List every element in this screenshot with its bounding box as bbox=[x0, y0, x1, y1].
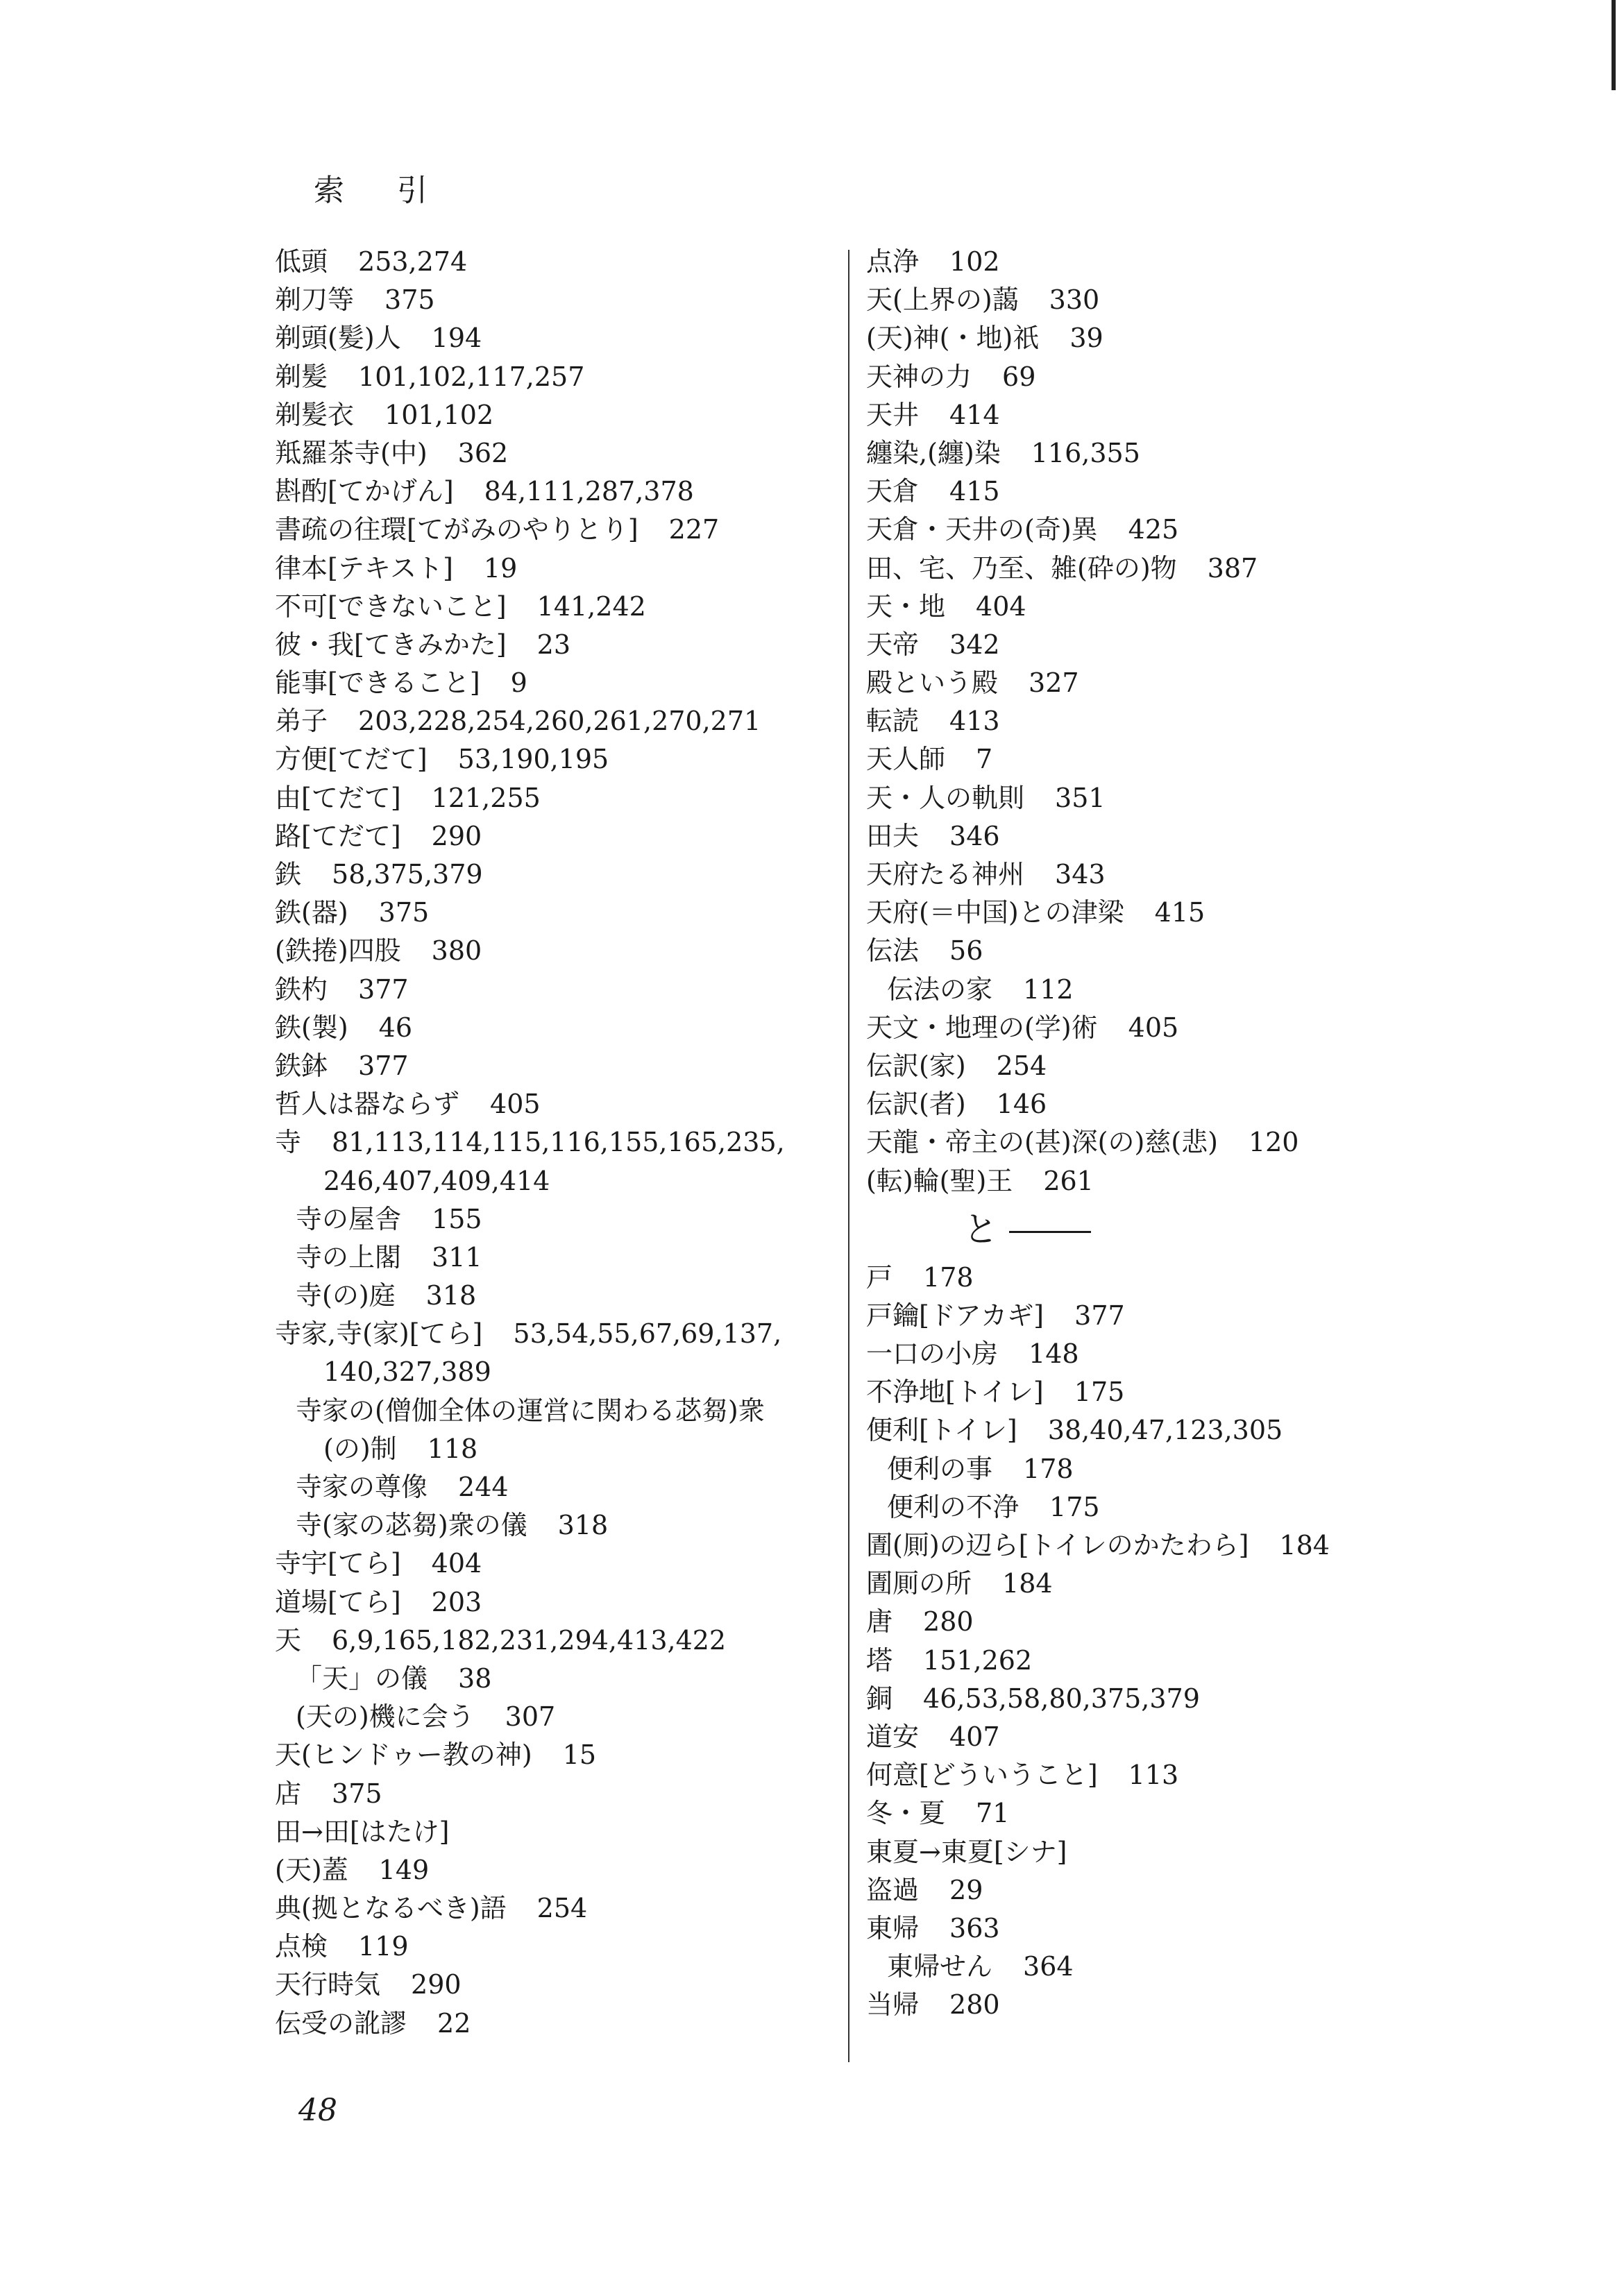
index-entry bbox=[275, 1545, 844, 1583]
index-entry bbox=[275, 1353, 844, 1391]
index-pages: 53,54,55,67,69,137, bbox=[513, 1318, 782, 1350]
index-term: 鉄鉢 bbox=[275, 1050, 328, 1081]
index-pages: 404 bbox=[431, 1548, 482, 1579]
index-pages: 39 bbox=[1069, 323, 1103, 354]
index-entry bbox=[275, 434, 844, 473]
index-term: 纏染,(纏)染 bbox=[866, 437, 1001, 468]
header-glyph-2: 引 bbox=[397, 173, 430, 208]
index-term: 天(上界の)藹 bbox=[866, 284, 1019, 316]
index-entry bbox=[866, 550, 1560, 588]
index-term: 天倉 bbox=[866, 476, 920, 507]
index-pages: 29 bbox=[949, 1874, 983, 1905]
index-term: 天・地 bbox=[866, 590, 946, 622]
index-entry bbox=[275, 817, 844, 856]
index-term: 不可[できないこと] bbox=[275, 590, 507, 622]
index-pages: 377 bbox=[358, 973, 409, 1005]
index-term: 点浄 bbox=[866, 246, 920, 277]
index-entry bbox=[275, 1200, 844, 1239]
index-pages: 155 bbox=[432, 1203, 482, 1234]
index-entry bbox=[275, 1813, 844, 1851]
index-pages: 113 bbox=[1128, 1760, 1179, 1791]
index-pages: 15 bbox=[562, 1740, 597, 1771]
index-term: 書疏の往環[てがみのやりとり] bbox=[275, 514, 638, 545]
index-term: 不浄地[トイレ] bbox=[866, 1377, 1044, 1408]
index-pages: 23 bbox=[536, 629, 571, 660]
index-pages: 405 bbox=[1128, 1012, 1179, 1043]
column-divider bbox=[848, 250, 849, 2062]
index-term: (天)蓋 bbox=[275, 1854, 348, 1885]
index-pages: 149 bbox=[378, 1854, 430, 1885]
index-term: 東帰 bbox=[866, 1912, 920, 1944]
index-pages: 22 bbox=[437, 2007, 471, 2039]
index-term: 天人師 bbox=[866, 744, 946, 775]
index-pages: 415 bbox=[1154, 897, 1206, 928]
index-pages: 362 bbox=[457, 437, 509, 468]
index-term: 寺家,寺(家)[てら] bbox=[275, 1318, 483, 1350]
index-term: 東夏→東夏[シナ] bbox=[866, 1836, 1067, 1867]
index-term: 天井 bbox=[866, 399, 920, 430]
index-term: 典(拠となるべき)語 bbox=[275, 1893, 507, 1924]
index-term: 剃頭(髪)人 bbox=[275, 323, 401, 354]
index-term: 寺(家の苾芻)衆の儀 bbox=[296, 1510, 527, 1541]
index-entry bbox=[275, 588, 844, 626]
index-term: 道安 bbox=[866, 1721, 920, 1752]
index-pages: 112 bbox=[1023, 973, 1074, 1005]
index-entry bbox=[866, 1833, 1560, 1871]
index-pages: 377 bbox=[358, 1050, 409, 1081]
index-pages: 119 bbox=[358, 1931, 409, 1962]
index-pages: 425 bbox=[1128, 514, 1179, 545]
index-pages: 343 bbox=[1055, 859, 1106, 890]
page-header bbox=[314, 165, 430, 210]
index-entry bbox=[275, 1162, 844, 1200]
index-entry bbox=[866, 1718, 1560, 1756]
index-pages: 120 bbox=[1248, 1127, 1299, 1158]
index-pages: 178 bbox=[1023, 1453, 1074, 1484]
index-entry bbox=[275, 1966, 844, 2004]
index-pages: 377 bbox=[1074, 1300, 1125, 1331]
index-entry bbox=[275, 1506, 844, 1545]
index-pages: 19 bbox=[483, 552, 518, 584]
index-entry bbox=[275, 932, 844, 970]
index-term: 田→田[はたけ] bbox=[275, 1816, 450, 1847]
index-pages: 194 bbox=[431, 323, 482, 354]
index-pages: 280 bbox=[923, 1606, 974, 1638]
index-pages: 261 bbox=[1043, 1165, 1094, 1196]
index-entry bbox=[275, 1736, 844, 1774]
index-term: 塔 bbox=[866, 1644, 893, 1676]
index-term: 便利の不浄 bbox=[887, 1491, 1020, 1522]
index-term: 彼・我[てきみかた] bbox=[275, 629, 507, 660]
index-term: 点検 bbox=[275, 1931, 328, 1962]
index-entry bbox=[866, 1411, 1560, 1449]
index-term: 寺の上閣 bbox=[296, 1241, 402, 1273]
index-entry bbox=[275, 664, 844, 702]
index-entry bbox=[275, 1698, 844, 1736]
index-term: 寺(の)庭 bbox=[296, 1280, 396, 1311]
index-pages: 148 bbox=[1029, 1338, 1079, 1370]
index-term: (転)輪(聖)王 bbox=[866, 1165, 1013, 1196]
index-term: 寺の屋舎 bbox=[296, 1203, 402, 1234]
index-entry bbox=[275, 856, 844, 894]
index-term: 戸鑰[ドアカギ] bbox=[866, 1300, 1044, 1331]
index-entry bbox=[275, 319, 844, 357]
index-entry bbox=[275, 243, 844, 281]
index-entry bbox=[866, 1565, 1560, 1603]
index-term: 天神の力 bbox=[866, 361, 972, 392]
index-entry bbox=[866, 319, 1560, 357]
index-term: 伝訳(者) bbox=[866, 1089, 966, 1120]
index-pages: 151,262 bbox=[923, 1644, 1033, 1676]
index-entry bbox=[275, 1622, 844, 1660]
index-entry bbox=[866, 1450, 1560, 1488]
index-entry bbox=[866, 1527, 1560, 1565]
header-glyph-1: 索 bbox=[314, 173, 347, 208]
index-term: 天文・地理の(学)術 bbox=[866, 1012, 1098, 1043]
index-pages: 116,355 bbox=[1031, 437, 1140, 468]
index-term: 寺 bbox=[275, 1127, 302, 1158]
index-entry bbox=[866, 1680, 1560, 1718]
index-term: 銅 bbox=[866, 1683, 893, 1714]
index-term: 店 bbox=[275, 1778, 302, 1809]
index-pages: 146 bbox=[996, 1089, 1047, 1120]
index-entry bbox=[866, 779, 1560, 817]
index-pages: 38 bbox=[458, 1663, 492, 1694]
index-entry bbox=[866, 971, 1560, 1009]
index-pages: 203 bbox=[431, 1586, 482, 1617]
index-pages: 254 bbox=[536, 1893, 588, 1924]
index-term: 天行時気 bbox=[275, 1969, 381, 2000]
index-entry bbox=[275, 1239, 844, 1277]
index-entry bbox=[866, 1948, 1560, 1986]
index-term: 律本[テキスト] bbox=[275, 552, 453, 584]
index-entry bbox=[275, 702, 844, 740]
index-entry bbox=[866, 1756, 1560, 1794]
index-term: 殿という殿 bbox=[866, 667, 999, 699]
index-pages: 178 bbox=[923, 1261, 974, 1293]
index-term: (天の)機に会う bbox=[296, 1701, 475, 1733]
index-pages: 407 bbox=[949, 1721, 1000, 1752]
index-pages: 56 bbox=[949, 935, 983, 967]
index-entry bbox=[866, 511, 1560, 549]
index-pages: 318 bbox=[425, 1280, 477, 1311]
index-pages: 175 bbox=[1049, 1491, 1100, 1522]
index-pages: 46,53,58,80,375,379 bbox=[923, 1683, 1200, 1714]
index-pages: 175 bbox=[1074, 1377, 1125, 1408]
index-entry bbox=[275, 1889, 844, 1928]
index-term: 唐 bbox=[866, 1606, 893, 1638]
index-pages: 9 bbox=[510, 667, 527, 699]
index-term: 路[てだて] bbox=[275, 820, 401, 851]
index-entry bbox=[866, 243, 1560, 281]
index-entry bbox=[866, 740, 1560, 779]
index-term: 圊厠の所 bbox=[866, 1568, 972, 1599]
index-pages: 69 bbox=[1002, 361, 1036, 392]
index-term: 道場[てら] bbox=[275, 1586, 401, 1617]
index-term: 剃髪衣 bbox=[275, 399, 355, 430]
index-entry bbox=[275, 358, 844, 396]
index-term: (鉄捲)四股 bbox=[275, 935, 401, 967]
index-pages: 280 bbox=[949, 1989, 1000, 2021]
index-pages: 253,274 bbox=[358, 246, 468, 277]
index-pages: 311 bbox=[432, 1241, 482, 1273]
index-term: 哲人は器ならず bbox=[275, 1089, 460, 1120]
index-term: 天府(＝中国)との津梁 bbox=[866, 897, 1124, 928]
index-entry bbox=[866, 1009, 1560, 1047]
index-pages: 364 bbox=[1023, 1951, 1074, 1982]
index-pages: 363 bbox=[949, 1912, 1000, 1944]
index-entry bbox=[866, 396, 1560, 434]
index-pages: 375 bbox=[384, 284, 435, 316]
right-column bbox=[866, 243, 1560, 2024]
index-pages: 227 bbox=[668, 514, 720, 545]
index-entry bbox=[275, 1047, 844, 1085]
index-entry bbox=[275, 971, 844, 1009]
index-entry bbox=[866, 1335, 1560, 1373]
index-term: 当帰 bbox=[866, 1989, 920, 2021]
index-term: 天帝 bbox=[866, 629, 920, 660]
index-entry bbox=[275, 894, 844, 932]
index-entry bbox=[866, 473, 1560, 511]
index-term: 方便[てだて] bbox=[275, 744, 428, 775]
index-entry bbox=[275, 1315, 844, 1353]
index-term: 天龍・帝主の(甚)深(の)慈(悲) bbox=[866, 1127, 1218, 1158]
index-pages: 46 bbox=[378, 1012, 413, 1043]
index-entry bbox=[275, 1660, 844, 1698]
section-heading-kana: と bbox=[963, 1209, 998, 1250]
index-term: 天・人の軌則 bbox=[866, 782, 1025, 813]
index-pages: 246,407,409,414 bbox=[323, 1165, 550, 1196]
index-entry bbox=[275, 626, 844, 664]
index-entry bbox=[866, 1986, 1560, 2024]
index-pages: 380 bbox=[431, 935, 482, 967]
index-entry bbox=[275, 1583, 844, 1622]
index-entry bbox=[275, 281, 844, 319]
index-term: 圊(厠)の辺ら[トイレのかたわら] bbox=[866, 1530, 1249, 1561]
index-term: 戸 bbox=[866, 1261, 893, 1293]
index-term: 低頭 bbox=[275, 246, 328, 277]
index-entry bbox=[275, 1775, 844, 1813]
index-entry bbox=[275, 779, 844, 817]
index-entry bbox=[866, 1603, 1560, 1641]
index-term: 天 bbox=[275, 1624, 302, 1656]
index-term: 由[てだて] bbox=[275, 782, 401, 813]
index-pages: 375 bbox=[332, 1778, 382, 1809]
index-term: 便利の事 bbox=[887, 1453, 993, 1484]
index-entry bbox=[866, 1085, 1560, 1123]
index-entry bbox=[866, 588, 1560, 626]
index-term: 剃刀等 bbox=[275, 284, 355, 316]
index-term: 伝法の家 bbox=[887, 973, 993, 1005]
index-pages: 414 bbox=[949, 399, 1000, 430]
index-term: (天)神(・地)祇 bbox=[866, 323, 1040, 354]
index-pages: 7 bbox=[976, 744, 993, 775]
index-term: 伝訳(家) bbox=[866, 1050, 966, 1081]
index-entry bbox=[866, 664, 1560, 702]
index-pages: 346 bbox=[949, 820, 1000, 851]
index-term: 寺家の尊像 bbox=[296, 1472, 428, 1502]
index-entry bbox=[275, 1123, 844, 1162]
index-term: 鉄杓 bbox=[275, 973, 328, 1005]
page-number: 48 bbox=[298, 2093, 337, 2128]
index-entry bbox=[866, 1794, 1560, 1832]
index-entry bbox=[866, 1123, 1560, 1162]
index-term: 天(ヒンドゥー教の神) bbox=[275, 1740, 532, 1771]
index-entry bbox=[275, 1928, 844, 1966]
index-pages: 121,255 bbox=[431, 782, 541, 813]
index-entry bbox=[866, 817, 1560, 856]
index-entry bbox=[275, 1009, 844, 1047]
index-term: 転読 bbox=[866, 706, 920, 737]
index-entry bbox=[866, 1871, 1560, 1910]
index-pages: 118 bbox=[427, 1433, 478, 1464]
index-pages: 330 bbox=[1049, 284, 1100, 316]
index-pages: 102 bbox=[949, 246, 1000, 277]
index-pages: 375 bbox=[378, 897, 430, 928]
index-entry bbox=[866, 626, 1560, 664]
index-pages: 38,40,47,123,305 bbox=[1047, 1415, 1283, 1446]
index-term: 鉄 bbox=[275, 859, 302, 890]
right-entries-after bbox=[866, 1259, 1560, 2025]
index-pages: 327 bbox=[1029, 667, 1079, 699]
index-term: 剃髪 bbox=[275, 361, 328, 392]
index-term: 羝羅茶寺(中) bbox=[275, 437, 428, 468]
index-pages: 244 bbox=[458, 1472, 509, 1502]
index-pages: 6,9,165,182,231,294,413,422 bbox=[332, 1624, 727, 1656]
index-term: 何意[どういうこと] bbox=[866, 1760, 1098, 1791]
index-pages: 184 bbox=[1002, 1568, 1053, 1599]
index-pages: 351 bbox=[1055, 782, 1106, 813]
index-entry bbox=[275, 396, 844, 434]
index-pages: 290 bbox=[411, 1969, 462, 2000]
index-entry bbox=[866, 856, 1560, 894]
index-entry bbox=[275, 2005, 844, 2043]
index-term: 東帰せん bbox=[887, 1951, 993, 1982]
index-term: 盗過 bbox=[866, 1874, 920, 1905]
index-pages: 404 bbox=[976, 590, 1026, 622]
index-entry bbox=[866, 932, 1560, 970]
index-term: 寺宇[てら] bbox=[275, 1548, 401, 1579]
index-pages: 71 bbox=[976, 1798, 1010, 1829]
index-term: 「天」の儀 bbox=[296, 1663, 428, 1694]
index-term: 天府たる神州 bbox=[866, 859, 1025, 890]
index-term: 冬・夏 bbox=[866, 1798, 946, 1829]
index-pages: 184 bbox=[1279, 1530, 1330, 1561]
index-term: 能事[できること] bbox=[275, 667, 480, 699]
index-pages: 140,327,389 bbox=[323, 1357, 491, 1388]
index-term: 伝受の訛謬 bbox=[275, 2007, 407, 2039]
index-entry bbox=[275, 511, 844, 549]
index-entry bbox=[866, 702, 1560, 740]
index-term: 斟酌[てかげん] bbox=[275, 476, 454, 507]
index-entry bbox=[275, 1430, 844, 1468]
index-pages: 405 bbox=[490, 1089, 541, 1120]
index-entry bbox=[866, 1910, 1560, 1948]
index-pages: 342 bbox=[949, 629, 1000, 660]
index-term: 天倉・天井の(奇)異 bbox=[866, 514, 1098, 545]
index-entry bbox=[866, 434, 1560, 473]
index-term: 便利[トイレ] bbox=[866, 1415, 1017, 1446]
index-term: 田夫 bbox=[866, 820, 920, 851]
index-entry bbox=[275, 473, 844, 511]
index-term: 田、宅、乃至、雑(砕の)物 bbox=[866, 552, 1177, 584]
index-entry bbox=[866, 1488, 1560, 1527]
index-pages: 84,111,287,378 bbox=[484, 476, 694, 507]
index-entry bbox=[866, 894, 1560, 932]
index-term: 弟子 bbox=[275, 706, 328, 737]
index-entry bbox=[866, 1297, 1560, 1335]
index-entry bbox=[275, 1468, 844, 1506]
index-pages: 58,375,379 bbox=[332, 859, 483, 890]
section-heading bbox=[866, 1200, 1560, 1259]
index-pages: 307 bbox=[505, 1701, 556, 1733]
right-entries-before bbox=[866, 243, 1560, 1200]
index-pages: 415 bbox=[949, 476, 1000, 507]
index-entry bbox=[866, 1162, 1560, 1200]
index-pages: 387 bbox=[1207, 552, 1258, 584]
index-pages: 254 bbox=[996, 1050, 1047, 1081]
index-entry bbox=[866, 358, 1560, 396]
index-entry bbox=[866, 1642, 1560, 1680]
index-term: 鉄(器) bbox=[275, 897, 348, 928]
section-heading-dash bbox=[1009, 1231, 1091, 1233]
index-entry bbox=[866, 281, 1560, 319]
index-pages: 141,242 bbox=[536, 590, 646, 622]
index-entry bbox=[275, 1085, 844, 1123]
index-entry bbox=[275, 1392, 844, 1430]
index-pages: 203,228,254,260,261,270,271 bbox=[358, 706, 761, 737]
scan-edge-mark bbox=[1612, 0, 1616, 90]
index-entry bbox=[275, 1277, 844, 1315]
index-entry bbox=[275, 550, 844, 588]
index-term: 寺家の(僧伽全体の運営に関わる苾芻)衆 bbox=[296, 1395, 765, 1426]
index-pages: 101,102 bbox=[384, 399, 494, 430]
index-term: 伝法 bbox=[866, 935, 920, 967]
index-term: (の)制 bbox=[323, 1433, 397, 1464]
index-term: 一口の小房 bbox=[866, 1338, 999, 1370]
index-pages: 81,113,114,115,116,155,165,235, bbox=[332, 1127, 785, 1158]
index-entry bbox=[866, 1047, 1560, 1085]
index-entry bbox=[275, 740, 844, 779]
index-pages: 101,102,117,257 bbox=[358, 361, 585, 392]
index-entry bbox=[866, 1259, 1560, 1297]
index-pages: 53,190,195 bbox=[457, 744, 609, 775]
index-pages: 318 bbox=[557, 1510, 609, 1541]
left-column bbox=[275, 243, 844, 2043]
index-entry bbox=[275, 1851, 844, 1889]
index-term: 鉄(製) bbox=[275, 1012, 348, 1043]
index-pages: 290 bbox=[431, 820, 482, 851]
index-entry bbox=[866, 1373, 1560, 1411]
index-pages: 413 bbox=[949, 706, 1000, 737]
